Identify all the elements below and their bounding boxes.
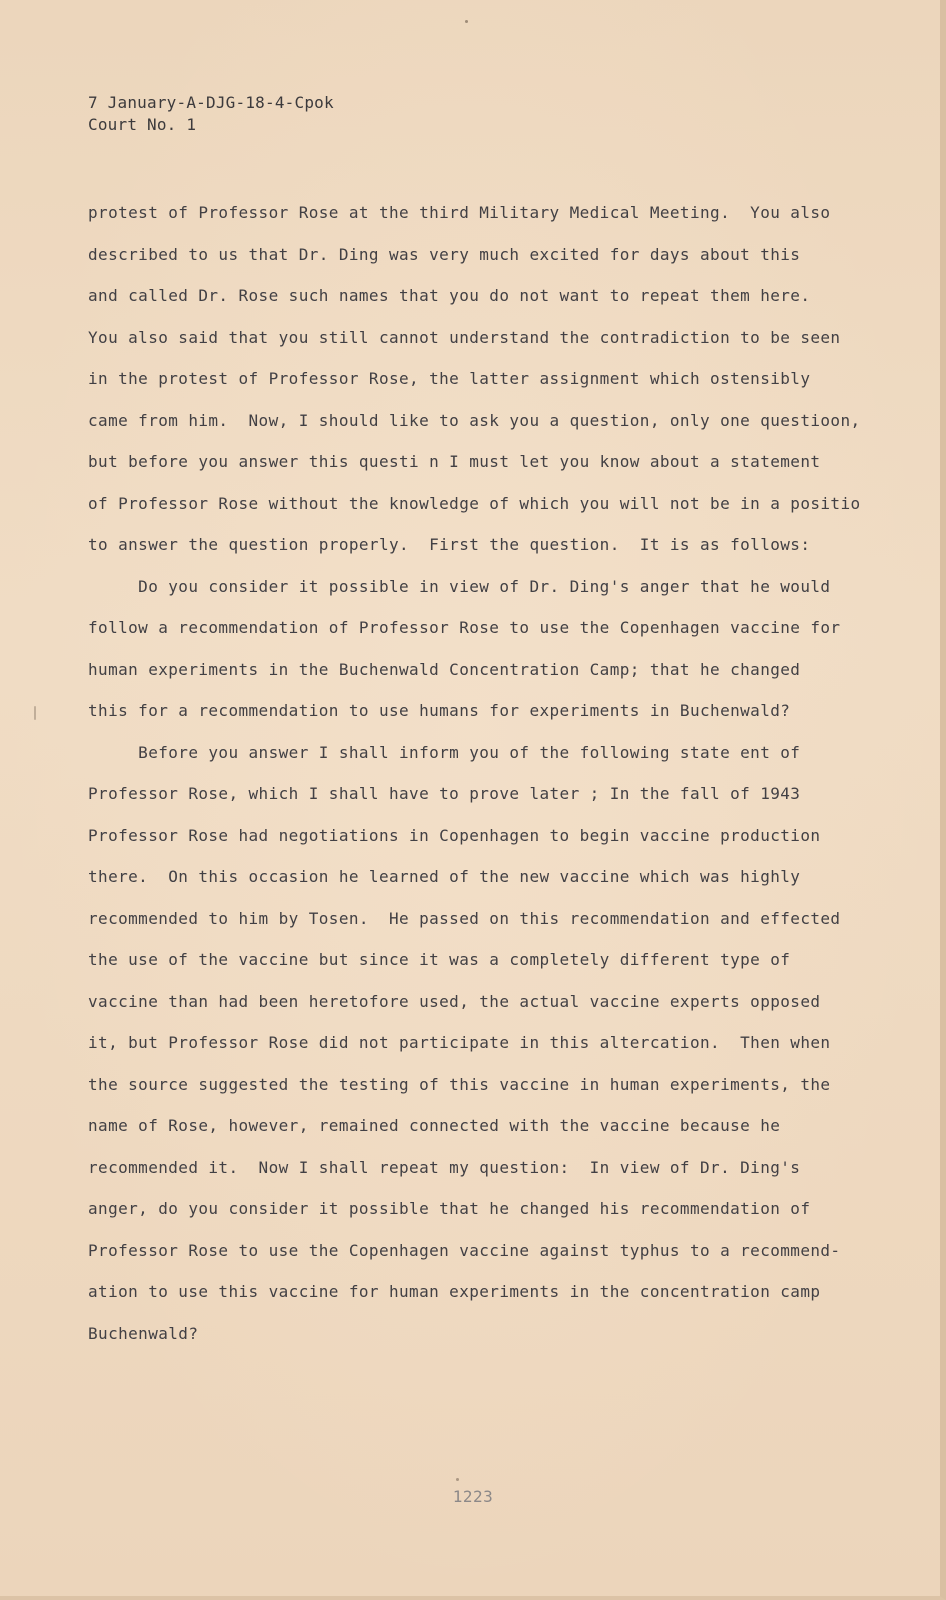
text-line: to answer the question properly. First the question. It is as follows: bbox=[88, 535, 811, 554]
text-line: recommended to him by Tosen. He passed on this recommendation and effected bbox=[88, 908, 841, 928]
page-number: 1223 bbox=[452, 1487, 494, 1506]
text-line: of Professor Rose without the knowledge of which you will not be in a positio bbox=[88, 493, 861, 513]
text-line: ation to use this vaccine for human experiments in the concentration camp bbox=[88, 1282, 821, 1301]
text-line: Professor Rose to use the Copenhagen vaccine against typhus to a recommend- bbox=[88, 1240, 841, 1260]
text-line: Do you consider it possible in view of Dr. Ding's anger that he would bbox=[88, 576, 831, 596]
text-line: Professor Rose, which I shall have to prove later ; In the fall of 1943 bbox=[88, 784, 801, 803]
paper-speck bbox=[34, 706, 36, 720]
text-line: Buchenwald? bbox=[88, 1323, 199, 1343]
text-line: described to us that Dr. Ding was very much excited for days about this bbox=[88, 244, 801, 264]
text-line: You also said that you still cannot understand the contradiction to be seen bbox=[88, 327, 841, 347]
text-line: Before you answer I shall inform you of the following state ent of bbox=[88, 742, 801, 762]
text-line: it, but Professor Rose did not participate in this altercation. Then when bbox=[88, 1033, 831, 1052]
text-line: vaccine than had been heretofore used, the actual vaccine experts opposed bbox=[88, 991, 821, 1011]
text-line: but before you answer this questi n I must let you know about a statement bbox=[88, 452, 821, 471]
paper-speck bbox=[465, 20, 468, 23]
text-line: anger, do you consider it possible that he changed his recommendation of bbox=[88, 1199, 811, 1218]
text-line: recommended it. Now I shall repeat my question: In view of Dr. Ding's bbox=[88, 1157, 801, 1177]
text-line: human experiments in the Buchenwald Concentration Camp; that he changed bbox=[88, 659, 801, 679]
transcript-body bbox=[88, 192, 878, 1354]
text-line: the source suggested the testing of this vaccine in human experiments, the bbox=[88, 1074, 831, 1094]
text-line: name of Rose, however, remained connected with the vaccine because he bbox=[88, 1116, 781, 1135]
text-line: follow a recommendation of Professor Rose to use the Copenhagen vaccine for bbox=[88, 618, 841, 637]
text-line: in the protest of Professor Rose, the latter assignment which ostensibly bbox=[88, 369, 811, 388]
text-line: the use of the vaccine but since it was a completely different type of bbox=[88, 950, 791, 969]
text-line: this for a recommendation to use humans for experiments in Buchenwald? bbox=[88, 701, 791, 720]
paper-speck bbox=[456, 1478, 459, 1481]
text-line: Professor Rose had negotiations in Copenhagen to begin vaccine production bbox=[88, 825, 821, 845]
document-header bbox=[88, 92, 334, 136]
text-line: there. On this occasion he learned of the new vaccine which was highly bbox=[88, 867, 801, 886]
text-line: came from him. Now, I should like to ask you a question, only one questioon, bbox=[88, 410, 861, 430]
header-reference-line: 7 January-A-DJG-18-4-Cpok bbox=[88, 93, 334, 112]
text-line: and called Dr. Rose such names that you do not want to repeat them here. bbox=[88, 286, 811, 305]
text-line: protest of Professor Rose at the third Military Medical Meeting. You also bbox=[88, 203, 831, 222]
header-court-line: Court No. 1 bbox=[88, 115, 197, 134]
